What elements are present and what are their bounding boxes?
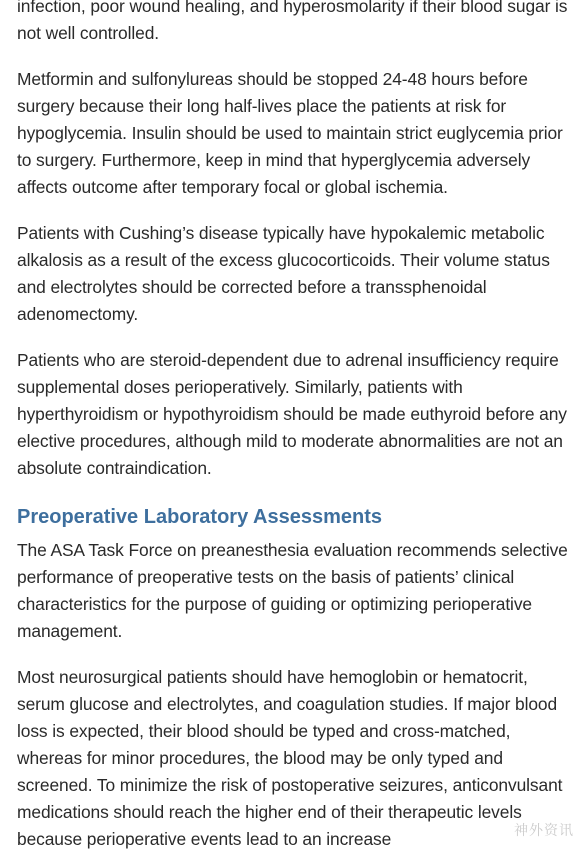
paragraph-asa-task-force: The ASA Task Force on preanesthesia evaluation recommends selective performance of preoperative tests on the basis of patients’ clinical characteristics for the purpose of guiding or optimizing perioperative management. (17, 540, 568, 641)
section-heading: Preoperative Laboratory Assessments (17, 506, 382, 528)
paragraph-steroid-dependent: Patients who are steroid-dependent due to adrenal insufficiency require supplemental doses perioperatively. Similarly, patients with hyperthyroidism or hypothyroidism should be made euthyroid before any elective procedures, although mild to moderate abnormalities are not an absolute contraindication. (17, 350, 567, 478)
paragraph-diabetes-risks: infection, poor wound healing, and hyperosmolarity if their blood sugar is not well controlled. (17, 0, 568, 43)
paragraph-cushings: Patients with Cushing’s disease typically have hypokalemic metabolic alkalosis as a result of the excess glucocorticoids. Their volume status and electrolytes should be corrected before a transsphenoidal adenomectomy. (17, 223, 550, 324)
paragraph-neurosurgical-tests: Most neurosurgical patients should have hemoglobin or hematocrit, serum glucose and electrolytes, and coagulation studies. If major blood loss is expected, their blood should be typed and cross-matched, whereas for minor procedures, the blood may be only typed and screened. To minimize the risk of postoperative seizures, anticonvulsant medications should reach the higher end of their therapeutic levels because perioperative events lead to an increase (17, 667, 563, 849)
watermark: 神外资讯 (514, 823, 574, 839)
paragraph-metformin: Metformin and sulfonylureas should be stopped 24-48 hours before surgery because their long half-lives place the patients at risk for hypoglycemia. Insulin should be used to maintain strict euglycemia prior to surgery. Furthermore, keep in mind that hyperglycemia adversely affects outcome after temporary focal or global ischemia. (17, 69, 563, 197)
document-body (17, 0, 573, 853)
